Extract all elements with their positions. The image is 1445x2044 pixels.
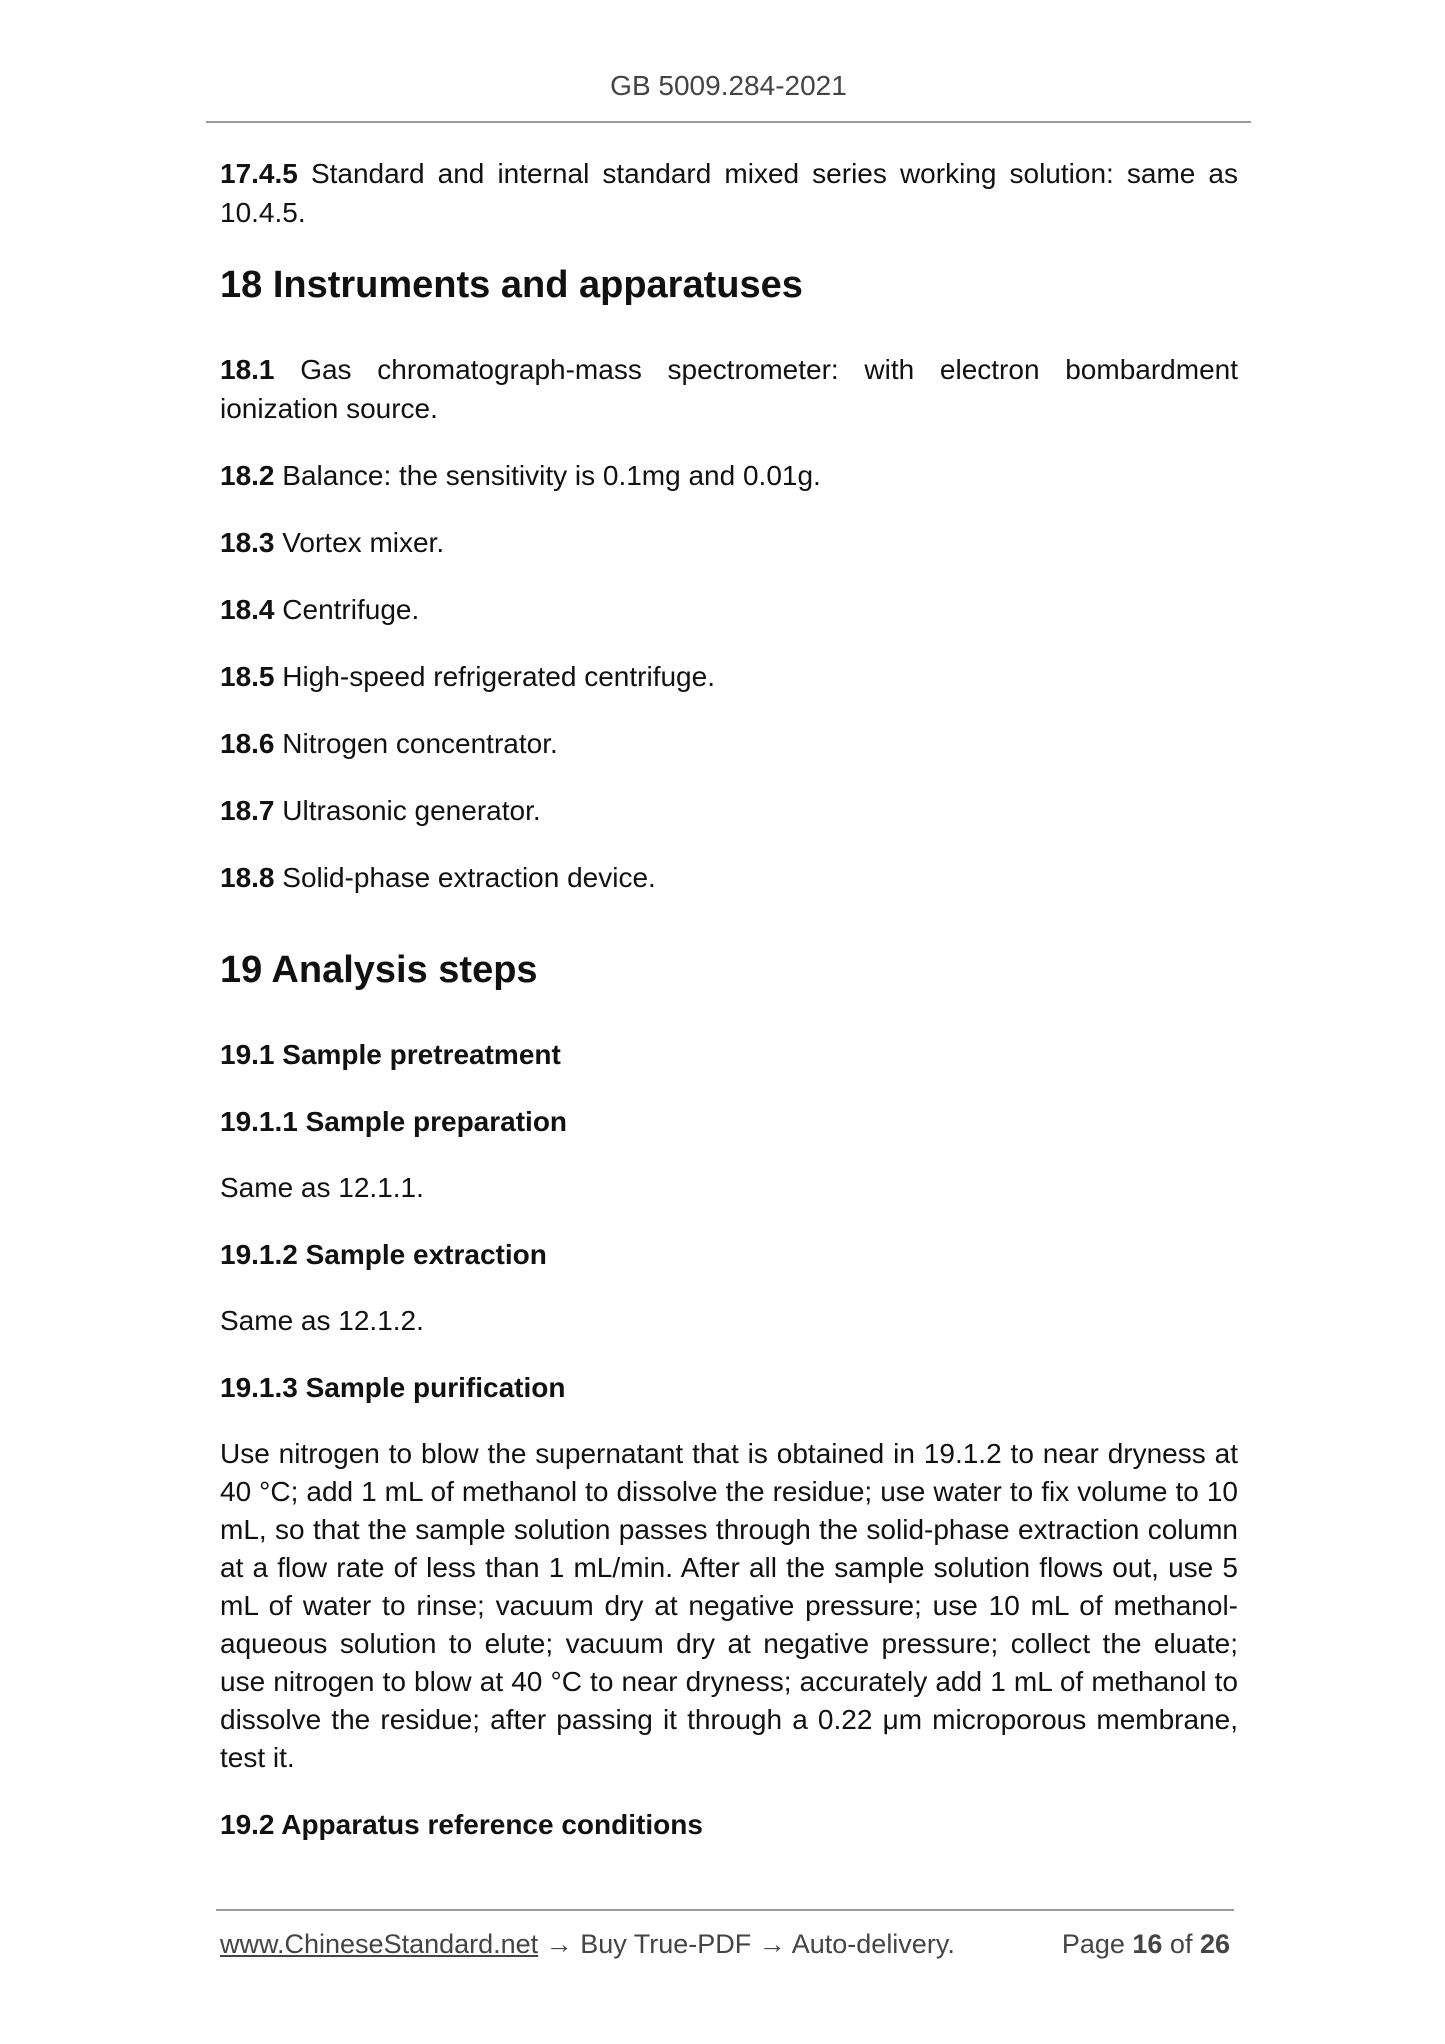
clause-number: 18.1 bbox=[220, 354, 275, 385]
paragraph-19-1-3: Use nitrogen to blow the supernatant that is obtained in 19.1.2 to near dryness at 40 °C; add 1 mL of methanol to dissolve the residue; use water to fix volume to 10 mL, so that the sample solution passes through the solid-phase extraction column at a flow rate of less than 1 mL/min. After all the sample solution flows out, use 5 mL of water to rinse; vacuum dry at negative pressure; use 10 mL of methanol-aqueous solution to elute; vacuum dry at negative pressure; collect the eluate; use nitrogen to blow at 40 °C to near dryness; accurately add 1 mL of methanol to dissolve the residue; after passing it through a 0.22 μm microporous membrane, test it. bbox=[220, 1438, 1238, 1773]
clause-18-4 bbox=[220, 590, 1238, 629]
heading-19-2: 19.2 Apparatus reference conditions bbox=[220, 1809, 703, 1840]
clause-text: Solid-phase extraction device. bbox=[274, 862, 656, 893]
paragraph-19-1-1: Same as 12.1.1. bbox=[220, 1172, 424, 1203]
clause-18-1 bbox=[220, 350, 1238, 428]
clause-number: 18.2 bbox=[220, 460, 275, 491]
footer-tagline: → Buy True-PDF → Auto-delivery. bbox=[538, 1929, 955, 1959]
clause-number: 18.4 bbox=[220, 594, 275, 625]
clause-18-6 bbox=[220, 724, 1238, 763]
website-link[interactable]: www.ChineseStandard.net bbox=[220, 1929, 539, 1959]
page-total: 26 bbox=[1199, 1929, 1230, 1959]
clause-number: 18.5 bbox=[220, 661, 275, 692]
footer-divider bbox=[216, 1909, 1234, 1911]
clause-18-3 bbox=[220, 523, 1238, 562]
clause-number: 18.3 bbox=[220, 527, 275, 558]
page-number: 16 bbox=[1132, 1929, 1163, 1959]
clause-text: Standard and internal standard mixed series working solution: same as 10.4.5. bbox=[220, 158, 1238, 228]
paragraph-19-1-2: Same as 12.1.2. bbox=[220, 1305, 424, 1336]
heading-19-1-1: 19.1.1 Sample preparation bbox=[220, 1106, 568, 1137]
clause-number: 18.7 bbox=[220, 795, 275, 826]
clause-number: 17.4.5 bbox=[220, 158, 298, 189]
clause-18-8 bbox=[220, 858, 1238, 897]
page-header: GB 5009.284-2021 bbox=[610, 70, 847, 101]
footer-left bbox=[220, 1929, 955, 1960]
clause-18-7 bbox=[220, 791, 1238, 830]
clause-number: 18.6 bbox=[220, 728, 275, 759]
clause-text: Ultrasonic generator. bbox=[274, 795, 541, 826]
clause-text: Balance: the sensitivity is 0.1mg and 0.01g. bbox=[274, 460, 821, 491]
heading-19-1: 19.1 Sample pretreatment bbox=[220, 1039, 561, 1070]
clause-text: Vortex mixer. bbox=[274, 527, 445, 558]
clause-text: High-speed refrigerated centrifuge. bbox=[274, 661, 715, 692]
page-indicator bbox=[1062, 1929, 1230, 1960]
header-divider bbox=[206, 121, 1251, 123]
clause-18-5 bbox=[220, 657, 1238, 696]
clause-17-4-5 bbox=[220, 154, 1238, 232]
clause-number: 18.8 bbox=[220, 862, 275, 893]
heading-19: 19 Analysis steps bbox=[220, 949, 538, 991]
page-label: Page bbox=[1061, 1929, 1133, 1959]
clause-18-2 bbox=[220, 456, 1238, 495]
clause-text: Nitrogen concentrator. bbox=[274, 728, 558, 759]
clause-text: Centrifuge. bbox=[274, 594, 420, 625]
heading-18: 18 Instruments and apparatuses bbox=[220, 264, 803, 306]
document-body bbox=[220, 154, 1238, 1872]
clause-text: Gas chromatograph-mass spectrometer: with electron bombardment ionization source. bbox=[220, 354, 1238, 424]
heading-19-1-2: 19.1.2 Sample extraction bbox=[220, 1239, 547, 1270]
of-label: of bbox=[1162, 1929, 1200, 1959]
heading-19-1-3: 19.1.3 Sample purification bbox=[220, 1372, 566, 1403]
